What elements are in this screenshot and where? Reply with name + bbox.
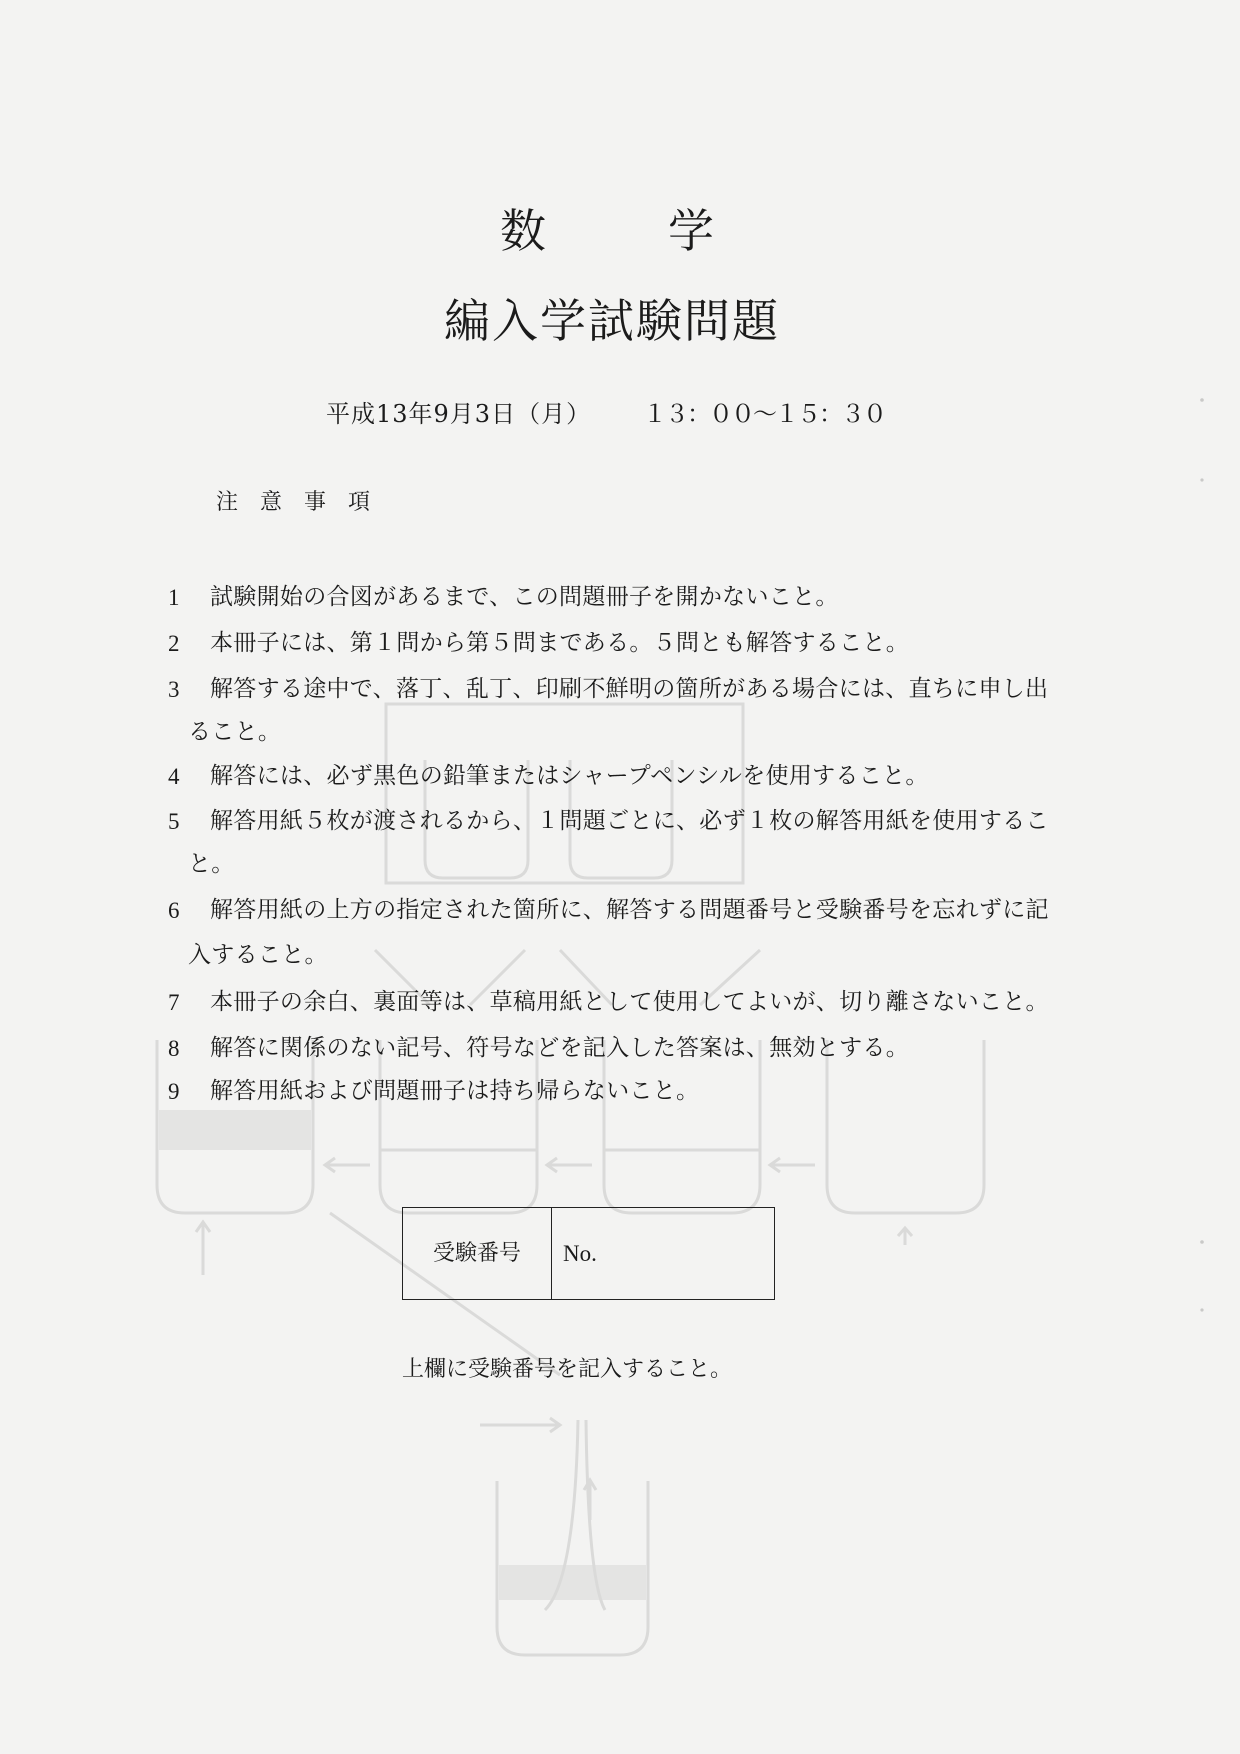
note-number: 5 xyxy=(168,809,180,834)
note-text: 解答用紙の上方の指定された箇所に、解答する問題番号と受験番号を忘れずに記 xyxy=(210,897,1049,923)
note-number: 3 xyxy=(168,677,180,702)
note-text: 試験開始の合図があるまで、この問題冊子を開かないこと。 xyxy=(210,584,839,610)
subject-title: 数 学 xyxy=(500,204,724,258)
note-number: 7 xyxy=(168,990,180,1015)
exam-date: 平成13年9月3日（月） xyxy=(326,400,592,428)
exam-time: １３：００～１５：３０ xyxy=(643,400,885,428)
note-number: 9 xyxy=(168,1079,180,1104)
note-text: 解答する途中で、落丁、乱丁、印刷不鮮明の箇所がある場合には、直ちに申し出 xyxy=(210,676,1049,702)
note-number: 8 xyxy=(168,1036,180,1061)
note-text-continued: と。 xyxy=(188,851,235,877)
note-text-continued: ること。 xyxy=(188,719,282,745)
examinee-number-instruction: 上欄に受験番号を記入すること。 xyxy=(402,1357,733,1382)
note-text-continued: 入すること。 xyxy=(188,942,328,968)
note-text: 解答に関係のない記号、符号などを記入した答案は、無効とする。 xyxy=(210,1035,909,1061)
note-text: 解答には、必ず黒色の鉛筆またはシャープペンシルを使用すること。 xyxy=(210,763,929,789)
note-number: 2 xyxy=(168,631,180,656)
examinee-number-label: 受験番号 xyxy=(403,1208,552,1299)
note-text: 解答用紙５枚が渡されるから、１問題ごとに、必ず１枚の解答用紙を使用するこ xyxy=(210,808,1049,834)
examinee-number-field: No. xyxy=(563,1241,597,1266)
note-number: 6 xyxy=(168,898,180,923)
examinee-number-box xyxy=(402,1207,775,1300)
note-text: 解答用紙および問題冊子は持ち帰らないこと。 xyxy=(210,1078,700,1104)
note-number: 4 xyxy=(168,764,180,789)
notes-heading: 注 意 事 項 xyxy=(216,490,371,515)
exam-title: 編入学試験問題 xyxy=(444,294,780,348)
note-text: 本冊子には、第１問から第５問まである。５問とも解答すること。 xyxy=(210,630,909,656)
note-number: 1 xyxy=(168,585,180,610)
note-text: 本冊子の余白、裏面等は、草稿用紙として使用してよいが、切り離さないこと。 xyxy=(210,989,1049,1015)
